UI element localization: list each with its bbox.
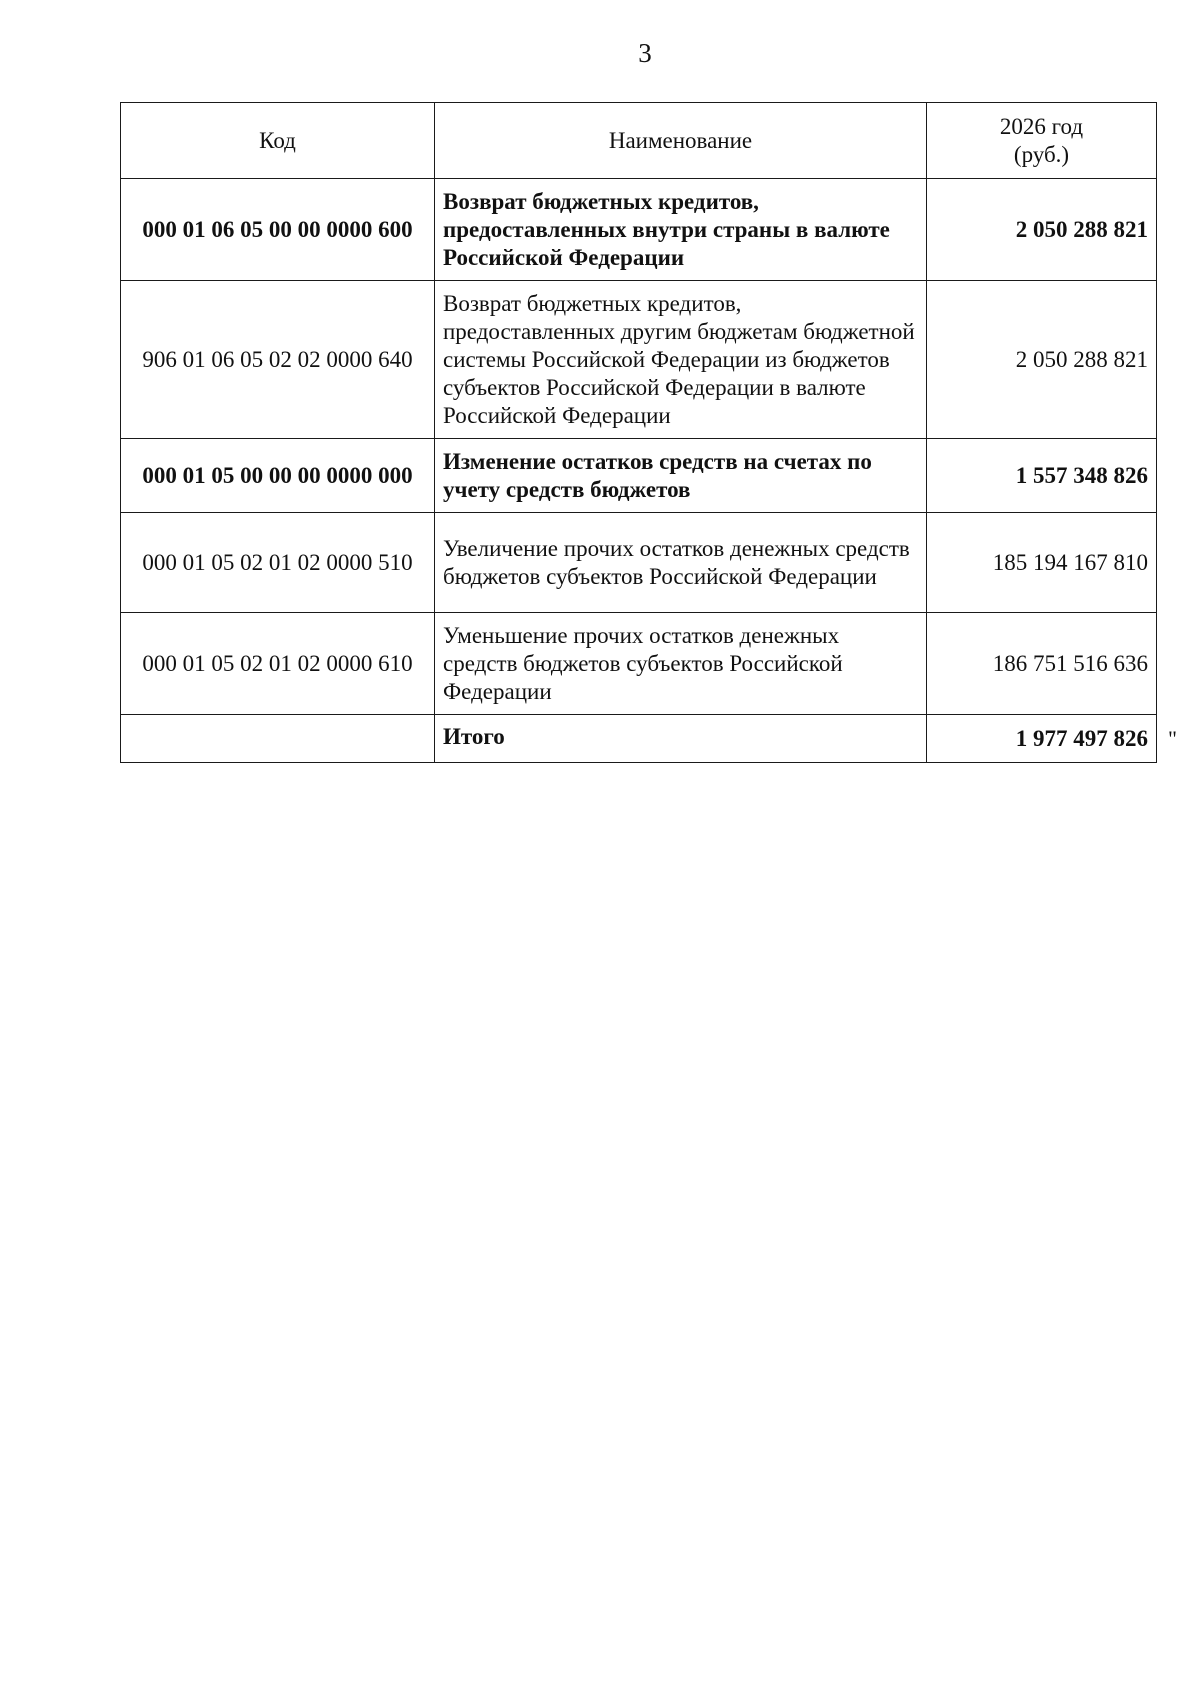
row-name: Возврат бюджетных кредитов, предоставленных другим бюджетам бюджетной системы Российской Федерации из бюджетов субъектов Российской Федерации в валюте Российской Федерации (435, 281, 927, 439)
row-amount: 186 751 516 636 (927, 613, 1157, 715)
row-amount: 185 194 167 810 (927, 513, 1157, 613)
total-code (121, 715, 435, 763)
table-header-row (121, 103, 1157, 179)
total-row (121, 715, 1157, 763)
table-row (121, 513, 1157, 613)
table-row (121, 439, 1157, 513)
row-code: 000 01 05 02 01 02 0000 610 (121, 613, 435, 715)
row-name: Увеличение прочих остатков денежных средств бюджетов субъектов Российской Федерации (435, 513, 927, 613)
header-year (927, 103, 1157, 179)
row-code: 000 01 05 00 00 00 0000 000 (121, 439, 435, 513)
row-amount: 1 557 348 826 (927, 439, 1157, 513)
row-code: 000 01 05 02 01 02 0000 510 (121, 513, 435, 613)
row-amount: 2 050 288 821 (927, 179, 1157, 281)
table-row (121, 281, 1157, 439)
row-amount: 2 050 288 821 (927, 281, 1157, 439)
row-code: 906 01 06 05 02 02 0000 640 (121, 281, 435, 439)
row-name: Уменьшение прочих остатков денежных средств бюджетов субъектов Российской Федерации (435, 613, 927, 715)
row-code: 000 01 06 05 00 00 0000 600 (121, 179, 435, 281)
budget-sources-table (120, 102, 1157, 763)
header-code: Код (121, 103, 435, 179)
page-number: 3 (638, 38, 652, 68)
row-name: Возврат бюджетных кредитов, предоставленных внутри страны в валюте Российской Федерации (435, 179, 927, 281)
header-name: Наименование (435, 103, 927, 179)
table-row (121, 613, 1157, 715)
header-unit-label: (руб.) (1013, 141, 1070, 167)
table-row (121, 179, 1157, 281)
header-year-label: 2026 год (999, 113, 1084, 139)
total-label: Итого (435, 715, 927, 763)
total-amount: 1 977 497 826 (927, 715, 1157, 763)
closing-quote-mark: " (1168, 726, 1177, 751)
row-name: Изменение остатков средств на счетах по учету средств бюджетов (435, 439, 927, 513)
